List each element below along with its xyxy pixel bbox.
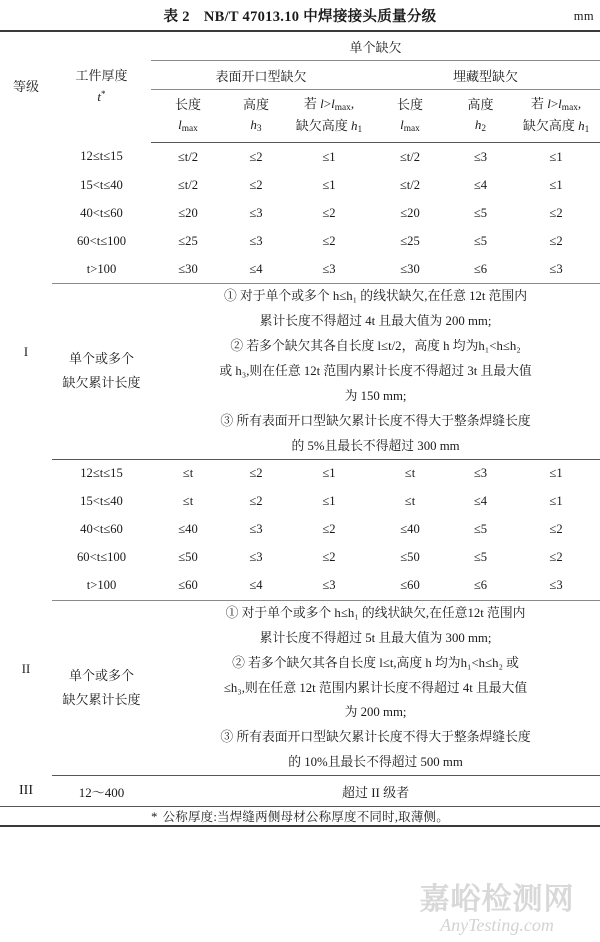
cell-buried-length: ≤50 (400, 550, 420, 565)
cell-surface-length: ≤20 (178, 205, 198, 220)
note-line: ① 对于单个或多个 h≤h₁ 的线状缺欠,在任意 12t 范围内 (224, 289, 528, 303)
table-row (0, 488, 600, 516)
cell-surface-condition: ≤2 (322, 522, 336, 537)
header-thickness (52, 32, 151, 143)
cell-buried-height: ≤5 (473, 233, 488, 248)
footnote-marker: * (151, 810, 158, 825)
grade-2-notes-label: 单个或多个 缺欠累计长度 (52, 600, 151, 776)
cell-buried-condition: ≤1 (549, 466, 563, 481)
caption-prefix: 表 2 (163, 9, 190, 25)
header-buried-length: 长度 $l_{max}$ (371, 90, 449, 143)
cell-surface-height: ≤2 (249, 466, 263, 481)
cell-surface-condition: ≤1 (322, 177, 336, 192)
cell-buried-height: ≤4 (473, 494, 488, 509)
header-surface-condition: 若 $l>l_{max}$, 缺欠高度 $h_1$ (287, 90, 371, 143)
caption-title: NB/T 47013.10 中焊接接头质量分级 (203, 9, 437, 25)
cell-surface-condition: ≤1 (322, 149, 336, 164)
cell-buried-height: ≤4 (473, 177, 488, 192)
cell-buried-length: ≤t (404, 494, 416, 509)
cell-buried-length: ≤60 (400, 578, 420, 593)
grade-label-2: II (21, 662, 31, 676)
cell-buried-length: ≤t/2 (399, 177, 421, 192)
grade-1-notes-body (151, 284, 600, 460)
table-body (0, 143, 600, 826)
header-surface-defect-group: 表面开口型缺欠 (151, 61, 371, 90)
footnote (0, 807, 600, 826)
header-row-single-defect (0, 32, 600, 61)
cell-surface-length: ≤t/2 (177, 177, 199, 192)
grade-3-result: 超过 II 级者 (151, 776, 600, 807)
cell-buried-height: ≤3 (473, 149, 488, 164)
cell-surface-condition: ≤2 (322, 550, 336, 565)
note-line: 为 200 mm; (344, 705, 407, 720)
cell-buried-condition: ≤1 (549, 494, 563, 509)
header-buried-height: 高度 $h_2$ (449, 90, 512, 143)
grade-1-notes-label: 单个或多个 缺欠累计长度 (52, 284, 151, 460)
cell-surface-condition: ≤1 (322, 466, 336, 481)
quality-grading-table (0, 32, 600, 825)
note-line: ≤h₃,则在任意 12t 范围内累计长度不得超过 4t 且最大值 (223, 680, 528, 695)
note-line: 或 h₃,则在任意 12t 范围内累计长度不得超过 3t 且最大值 (219, 363, 532, 378)
cell-buried-height: ≤5 (473, 205, 488, 220)
cell-thickness: 12≤t≤15 (80, 466, 123, 481)
cell-surface-height: ≤4 (249, 261, 263, 276)
note-line: 的 5%且最长不得超过 300 mm (291, 438, 460, 453)
cell-buried-height: ≤5 (473, 522, 488, 537)
note-line: 为 150 mm; (344, 388, 407, 403)
table-row (0, 572, 600, 601)
cell-surface-condition: ≤2 (322, 205, 336, 220)
table-caption-row (0, 0, 600, 30)
cell-surface-height: ≤2 (249, 494, 263, 509)
cell-surface-length: ≤t/2 (177, 149, 199, 164)
header-buried-defect-group: 埋藏型缺欠 (371, 61, 600, 90)
cell-buried-length: ≤25 (400, 233, 420, 248)
cell-buried-height: ≤3 (473, 466, 488, 481)
grade-label-1: I (23, 345, 29, 360)
cell-surface-length: ≤25 (178, 233, 198, 248)
cell-buried-height: ≤5 (473, 550, 488, 565)
cell-surface-condition: ≤3 (322, 578, 336, 593)
note-line: ② 若多个缺欠其各自长度 l≤t,高度 h 均为h₁<h≤h₂ 或 (232, 655, 519, 670)
cell-surface-height: ≤4 (249, 578, 263, 593)
cell-buried-condition: ≤2 (549, 205, 563, 220)
note-line: 累计长度不得超过 5t 且最大值为 300 mm; (259, 630, 492, 645)
cell-surface-height: ≤3 (249, 550, 263, 565)
note-line: ③ 所有表面开口型缺欠累计长度不得大于整条焊缝长度 (220, 730, 531, 745)
header-surface-height: 高度 $h_3$ (225, 90, 287, 143)
cell-surface-length: ≤40 (178, 522, 198, 537)
cell-surface-condition: ≤1 (322, 494, 336, 509)
cell-surface-height: ≤2 (249, 149, 263, 164)
cell-buried-condition: ≤2 (549, 233, 563, 248)
cell-thickness: 15<t≤40 (80, 494, 123, 509)
cell-buried-condition: ≤1 (549, 177, 563, 192)
note-line: 的 10%且最长不得超过 500 mm (288, 755, 463, 770)
grade-2-notes-row (0, 600, 600, 776)
header-buried-condition: 若 $l>l_{max}$, 缺欠高度 $h_1$ (512, 90, 600, 143)
cell-thickness: 60<t≤100 (77, 233, 126, 248)
cell-buried-height: ≤6 (473, 578, 488, 593)
cell-surface-height: ≤2 (249, 177, 263, 192)
cell-buried-height: ≤6 (473, 261, 488, 276)
cell-buried-condition: ≤1 (549, 149, 563, 164)
header-thickness-line2: t* (97, 89, 106, 105)
cell-surface-length: ≤t (182, 494, 194, 509)
unit-label: mm (573, 9, 594, 23)
note-line: ③ 所有表面开口型缺欠累计长度不得大于整条焊缝长度 (220, 413, 531, 428)
cell-buried-length: ≤40 (400, 522, 420, 537)
cell-thickness: t>100 (86, 261, 117, 276)
table-row (0, 516, 600, 544)
footnote-text: 公称厚度:当焊缝两侧母材公称厚度不同时,取薄侧。 (162, 810, 449, 825)
table-row (0, 459, 600, 488)
cell-buried-condition: ≤2 (549, 522, 563, 537)
table-row (0, 255, 600, 284)
cell-buried-length: ≤20 (400, 205, 420, 220)
cell-buried-length: ≤30 (400, 261, 420, 276)
cell-surface-length: ≤30 (178, 261, 198, 276)
header-grade: 等级 (12, 78, 39, 94)
cell-surface-length: ≤60 (178, 578, 198, 593)
watermark-english: AnyTesting.com (440, 915, 554, 936)
grade-2-notes-body (151, 600, 600, 776)
thickness-footnote-marker: * (101, 89, 106, 100)
cell-surface-length: ≤t (182, 466, 194, 481)
cell-buried-length: ≤t (404, 466, 416, 481)
table-row (0, 143, 600, 172)
note-line: ① 对于单个或多个 h≤h₁ 的线状缺欠,在任意12t 范围内 (225, 605, 526, 620)
cell-thickness: t>100 (86, 578, 117, 593)
cell-buried-condition: ≤3 (549, 578, 563, 593)
cell-surface-condition: ≤2 (322, 233, 336, 248)
cell-buried-condition: ≤2 (549, 550, 563, 565)
cell-thickness: 12～400 (52, 776, 151, 807)
table-bottom-rule (0, 825, 600, 827)
cell-surface-height: ≤3 (249, 522, 263, 537)
header-thickness-line1: 工件厚度 (75, 68, 128, 84)
cell-buried-length: ≤t/2 (399, 149, 421, 164)
cell-thickness: 40<t≤60 (80, 522, 123, 537)
table-header (0, 32, 600, 143)
note-line: 累计长度不得超过 4t 且最大值为 200 mm; (259, 313, 492, 328)
cell-buried-condition: ≤3 (549, 261, 563, 276)
cell-surface-length: ≤50 (178, 550, 198, 565)
cell-surface-height: ≤3 (249, 233, 263, 248)
note-line: ② 若多个缺欠其各自长度 l≤t/2，高度 h 均为h₁<h≤h₂ (230, 338, 521, 353)
table-row (0, 544, 600, 572)
cell-thickness: 12≤t≤15 (80, 149, 123, 164)
grade-3-row (0, 776, 600, 807)
table-row (0, 171, 600, 199)
grade-1-notes-row (0, 284, 600, 460)
footnote-row (0, 807, 600, 826)
cell-thickness: 60<t≤100 (77, 550, 126, 565)
watermark-chinese: 嘉峪检测网 (419, 881, 575, 917)
cell-surface-height: ≤3 (249, 205, 263, 220)
table-caption (0, 5, 600, 26)
header-single-defect: 单个缺欠 (151, 32, 600, 61)
table-row (0, 227, 600, 255)
table-row (0, 199, 600, 227)
cell-thickness: 40<t≤60 (80, 205, 123, 220)
cell-thickness: 15<t≤40 (80, 177, 123, 192)
header-surface-length: 长度 $l_{max}$ (151, 90, 225, 143)
grade-label-3: III (0, 776, 52, 807)
cell-surface-condition: ≤3 (322, 261, 336, 276)
